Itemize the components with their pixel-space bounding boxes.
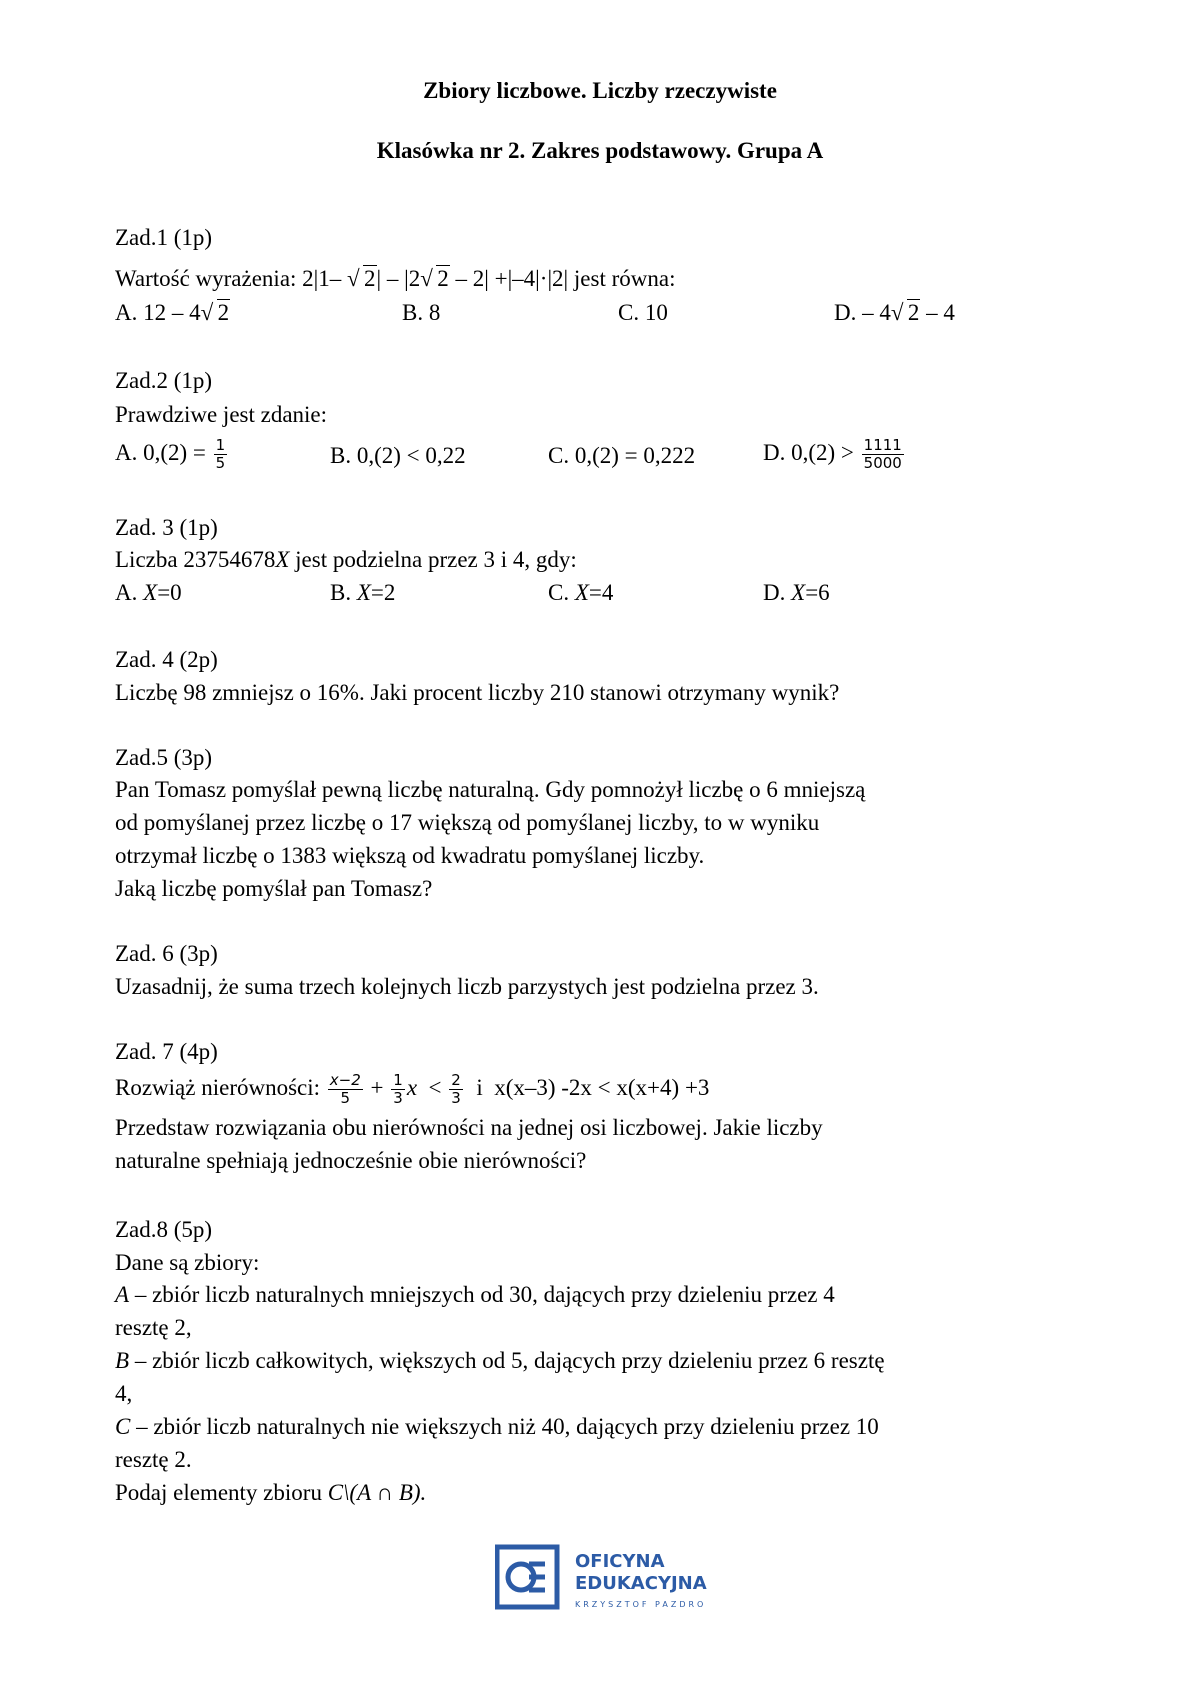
set-description: – zbiór liczb całkowitych, większych od 5, dających przy dzieleniu przez 6 resztę bbox=[129, 1348, 885, 1373]
task1-option-b: B. 8 bbox=[402, 300, 441, 325]
fraction bbox=[862, 437, 904, 472]
option-value: =6 bbox=[805, 580, 830, 605]
option-value: =4 bbox=[588, 580, 614, 605]
set-expression: C\(A ∩ B). bbox=[327, 1480, 427, 1505]
question-text: Rozwiąż nierówności: bbox=[115, 1074, 326, 1100]
task1-option-d bbox=[834, 298, 955, 328]
option-label: D. bbox=[763, 580, 792, 605]
task8-set-b-cont: 4, bbox=[115, 1381, 133, 1406]
task2-heading: Zad.2 (1p) bbox=[115, 368, 213, 393]
logo-line1: OFICYNA bbox=[575, 1551, 665, 1572]
question-text: jest podzielna przez 3 i 4, gdy: bbox=[289, 547, 577, 572]
fraction-denominator: 5 bbox=[340, 1089, 351, 1107]
operator: < bbox=[417, 1074, 448, 1100]
sqrt-radicand: 2 bbox=[907, 300, 920, 325]
fraction-numerator: 2 bbox=[451, 1071, 461, 1089]
task3-heading: Zad. 3 (1p) bbox=[115, 515, 218, 540]
option-label: C. bbox=[548, 580, 575, 605]
task3-option-b bbox=[330, 578, 395, 608]
document-subtitle: Klasówka nr 2. Zakres podstawowy. Grupa A bbox=[376, 138, 824, 163]
variable-x: X bbox=[275, 547, 290, 572]
set-symbol: A bbox=[115, 1282, 130, 1307]
option-text: D. – 4 bbox=[834, 300, 891, 325]
fraction-denominator: 3 bbox=[451, 1089, 461, 1107]
task8-intro: Dane są zbiory: bbox=[115, 1250, 260, 1275]
task1-question-part: Wartość wyrażenia: 2|1– bbox=[115, 266, 348, 291]
fraction-numerator: 1 bbox=[215, 436, 226, 454]
task8-set-c bbox=[115, 1412, 879, 1442]
task7-text-line: Przedstaw rozwiązania obu nierówności na jednej osi liczbowej. Jakie liczby bbox=[115, 1115, 823, 1140]
sqrt-symbol bbox=[347, 264, 377, 294]
option-value: =2 bbox=[370, 580, 396, 605]
second-inequality: x(x–3) -2x < x(x+4) +3 bbox=[494, 1074, 710, 1100]
operator: + bbox=[364, 1074, 390, 1100]
task2-option-d bbox=[763, 437, 906, 472]
task7-inequalities bbox=[115, 1072, 709, 1107]
document-title: Zbiory liczbowe. Liczby rzeczywiste bbox=[423, 78, 777, 103]
option-label: A. bbox=[115, 580, 144, 605]
sqrt-radicand: 2 bbox=[217, 300, 230, 325]
fraction bbox=[391, 1072, 405, 1107]
task8-set-a bbox=[115, 1280, 835, 1310]
task8-set-c-cont: resztę 2. bbox=[115, 1447, 192, 1472]
question-text: Podaj elementy zbioru bbox=[115, 1480, 328, 1505]
sqrt-symbol bbox=[891, 298, 921, 328]
task8-heading: Zad.8 (5p) bbox=[115, 1217, 213, 1242]
task3-question bbox=[115, 545, 577, 575]
task8-set-a-cont: resztę 2, bbox=[115, 1315, 192, 1340]
set-description: – zbiór liczb naturalnych nie większych niż 40, dających przy dzieleniu przez 10 bbox=[130, 1414, 879, 1439]
task2-option-a bbox=[115, 437, 229, 472]
option-text: D. 0,(2) > bbox=[763, 439, 860, 465]
task5-text-line: od pomyślanej przez liczbę o 17 większą od pomyślanej liczby, to w wyniku bbox=[115, 810, 820, 835]
task3-option-d bbox=[763, 578, 830, 608]
task1-heading: Zad.1 (1p) bbox=[115, 225, 213, 250]
task1-option-c: C. 10 bbox=[618, 300, 668, 325]
logo-line3: KRZYSZTOF PAZDRO bbox=[575, 1600, 707, 1609]
variable-x: X bbox=[143, 580, 158, 605]
option-text: – 4 bbox=[920, 300, 955, 325]
task1-question bbox=[115, 264, 675, 294]
task7-text-line: naturalne spełniają jednocześnie obie nierówności? bbox=[115, 1148, 587, 1173]
fraction-denominator: 5000 bbox=[863, 454, 902, 472]
task2-option-c: C. 0,(2) = 0,222 bbox=[548, 443, 696, 468]
publisher-logo bbox=[495, 1543, 745, 1611]
conjunction: i bbox=[464, 1074, 495, 1100]
fraction bbox=[214, 437, 228, 472]
task5-heading: Zad.5 (3p) bbox=[115, 745, 213, 770]
task5-text-line: otrzymał liczbę o 1383 większą od kwadratu pomyślanej liczby. bbox=[115, 843, 705, 868]
set-symbol: C bbox=[115, 1414, 131, 1439]
logo-line2: EDUKACYJNA bbox=[575, 1573, 707, 1594]
question-text: Liczba 23754678 bbox=[115, 547, 276, 572]
option-value: =0 bbox=[157, 580, 182, 605]
fraction-denominator: 3 bbox=[393, 1089, 403, 1107]
option-text: A. 0,(2) = bbox=[115, 439, 212, 465]
task8-final bbox=[115, 1478, 426, 1508]
set-description: – zbiór liczb naturalnych mniejszych od 30, dających przy dzieleniu przez 4 bbox=[129, 1282, 835, 1307]
task1-question-part: | – |2 bbox=[376, 266, 421, 291]
variable-x: x bbox=[406, 1074, 418, 1100]
fraction bbox=[328, 1072, 363, 1107]
task5-text-line: Jaką liczbę pomyślał pan Tomasz? bbox=[115, 876, 433, 901]
task7-heading: Zad. 7 (4p) bbox=[115, 1039, 218, 1064]
sqrt-symbol bbox=[201, 298, 231, 328]
option-label: B. bbox=[330, 580, 357, 605]
sqrt-radicand: 2 bbox=[437, 266, 449, 291]
task1-option-a bbox=[115, 298, 230, 328]
option-text: A. 12 – 4 bbox=[115, 300, 201, 325]
task2-option-b: B. 0,(2) < 0,22 bbox=[330, 443, 466, 468]
oficyna-logo-mark bbox=[495, 1543, 745, 1611]
fraction-denominator: 5 bbox=[215, 454, 226, 472]
variable-x: X bbox=[574, 580, 589, 605]
sqrt-symbol bbox=[420, 264, 450, 294]
task5-text-line: Pan Tomasz pomyślał pewną liczbę naturalną. Gdy pomnożył liczbę o 6 mniejszą bbox=[115, 777, 866, 802]
fraction-numerator: 1 bbox=[393, 1071, 403, 1089]
task6-text: Uzasadnij, że suma trzech kolejnych liczb parzystych jest podzielna przez 3. bbox=[115, 974, 819, 999]
fraction-numerator: x−2 bbox=[329, 1071, 361, 1089]
sqrt-radicand: 2 bbox=[364, 266, 376, 291]
variable-x: X bbox=[356, 580, 371, 605]
variable-x: X bbox=[791, 580, 806, 605]
fraction-numerator: 1111 bbox=[863, 436, 902, 454]
task4-heading: Zad. 4 (2p) bbox=[115, 647, 218, 672]
task6-heading: Zad. 6 (3p) bbox=[115, 941, 218, 966]
task4-text: Liczbę 98 zmniejsz o 16%. Jaki procent liczby 210 stanowi otrzymany wynik? bbox=[115, 680, 840, 705]
task3-option-c bbox=[548, 578, 613, 608]
set-symbol: B bbox=[115, 1348, 130, 1373]
task1-question-part: – 2| +|–4|·|2| jest równa: bbox=[449, 266, 676, 291]
task2-question: Prawdziwe jest zdanie: bbox=[115, 402, 328, 427]
task3-option-a bbox=[115, 578, 182, 608]
task8-set-b bbox=[115, 1346, 885, 1376]
fraction bbox=[449, 1072, 463, 1107]
